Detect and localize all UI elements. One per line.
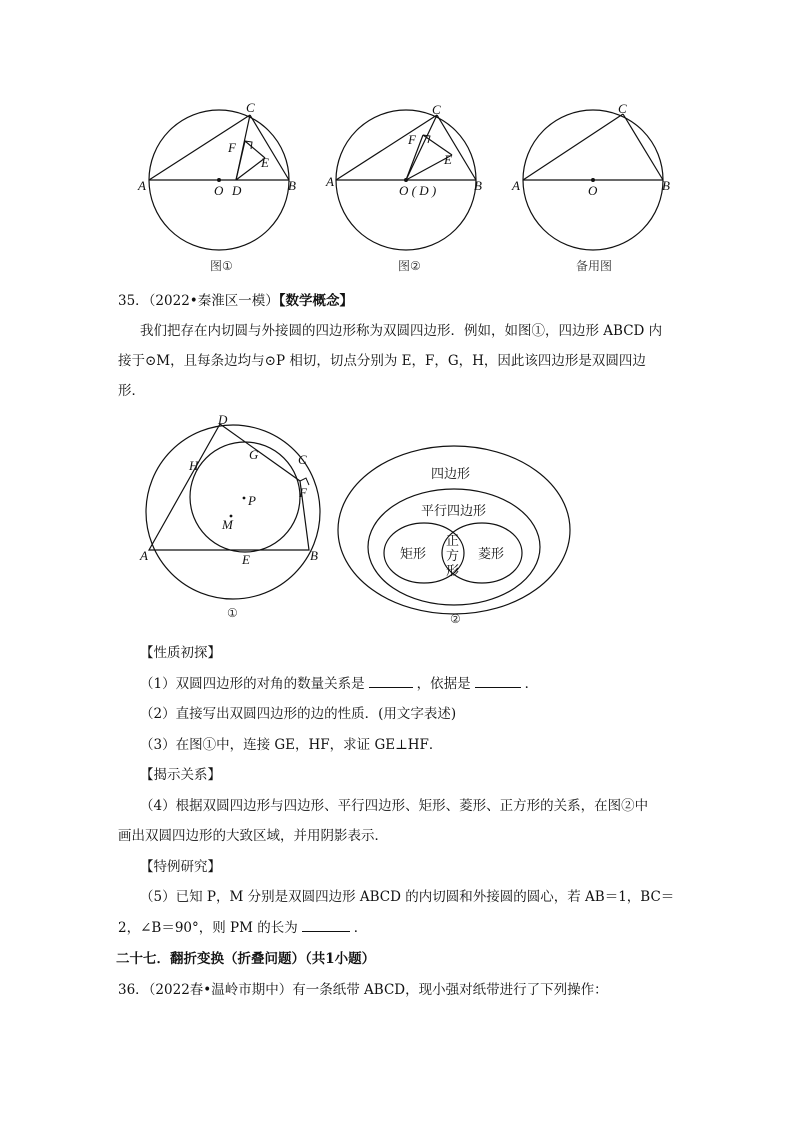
caption: 备用图 (576, 259, 613, 273)
label-M: M (222, 517, 233, 532)
caption: 图② (398, 259, 421, 273)
q35-part-3: （3）在图①中，连接 GE，HF，求证 GE⊥HF． (140, 737, 443, 753)
label-B: B (310, 548, 318, 563)
caption: ① (227, 606, 238, 620)
label-P: P (248, 493, 256, 508)
label-O-D: O ( D ) (399, 183, 437, 198)
figure-bicentric-quadrilateral (138, 412, 328, 627)
label-F: F (228, 140, 236, 155)
q35-part-5-line-2: 2，∠B＝90°，则 PM 的长为 ． (118, 920, 368, 936)
venn-rectangle: 矩形 (400, 547, 427, 562)
q35-intro-line-3: 形． (118, 383, 145, 399)
label-B: B (474, 178, 482, 193)
label-D: D (232, 183, 242, 198)
label-H: H (189, 458, 199, 473)
venn-square-2: 方 (446, 549, 460, 564)
label-A: A (138, 178, 146, 193)
label-C: C (298, 452, 307, 467)
section-reveal: 【揭示关系】 (140, 767, 221, 783)
venn-quadrilateral: 四边形 (431, 467, 471, 482)
label-G: G (249, 447, 259, 462)
q35-intro-line-1: 我们把存在内切圆与外接圆的四边形称为双圆四边形．例如，如图①，四边形 ABCD 内 (140, 323, 663, 339)
figure-backup (508, 100, 688, 280)
label-E: E (242, 552, 250, 567)
label-C: C (432, 102, 441, 117)
q35-part-2: （2）直接写出双圆四边形的边的性质．(用文字表述) (140, 706, 457, 722)
q35-part-1: （1）双圆四边形的对角的数量关系是 ，依据是 ． (140, 676, 539, 692)
caption: ② (450, 612, 461, 626)
venn-parallelogram: 平行四边形 (421, 504, 487, 519)
label-E: E (261, 155, 269, 170)
label-A: A (326, 174, 334, 189)
q35-part-4-line-2: 画出双圆四边形的大致区域，并用阴影表示． (118, 828, 388, 844)
q35-header: 35．（2022•秦淮区一模）【数学概念】 (118, 293, 353, 309)
section-explore: 【性质初探】 (140, 645, 221, 661)
label-A: A (140, 548, 148, 563)
label-C: C (618, 101, 627, 116)
q35-part-4-line-1: （4）根据双圆四边形与四边形、平行四边形、矩形、菱形、正方形的关系，在图②中 (140, 798, 649, 814)
label-O: O (588, 183, 598, 198)
figure-1 (130, 100, 310, 280)
label-A: A (512, 178, 520, 193)
venn-square-1: 正 (446, 534, 460, 549)
q35-part-5-line-1: （5）已知 P，M 分别是双圆四边形 ABCD 的内切圆和外接圆的圆心，若 AB＝1，BC＝ (140, 889, 675, 905)
label-F: F (408, 132, 416, 147)
label-O: O (214, 183, 224, 198)
q35-intro-line-2: 接于⊙M，且每条边均与⊙P 相切，切点分别为 E，F，G，H，因此该四边形是双圆四边 (118, 353, 646, 369)
label-F: F (299, 485, 307, 500)
section-special: 【特例研究】 (140, 859, 221, 875)
label-E: E (444, 152, 452, 167)
venn-rhombus: 菱形 (478, 547, 505, 562)
figure-2 (322, 100, 502, 280)
label-C: C (246, 100, 255, 115)
caption: 图① (210, 259, 233, 273)
label-B: B (288, 178, 296, 193)
q36-text: 36．（2022春•温岭市期中）有一条纸带 ABCD，现小强对纸带进行了下列操作： (118, 982, 608, 998)
label-B: B (662, 178, 670, 193)
figure-venn-diagram (336, 445, 576, 630)
venn-square-3: 形 (446, 564, 460, 579)
section-27-heading: 二十七．翻折变换（折叠问题）（共1小题） (116, 951, 376, 967)
label-D: D (218, 412, 228, 427)
